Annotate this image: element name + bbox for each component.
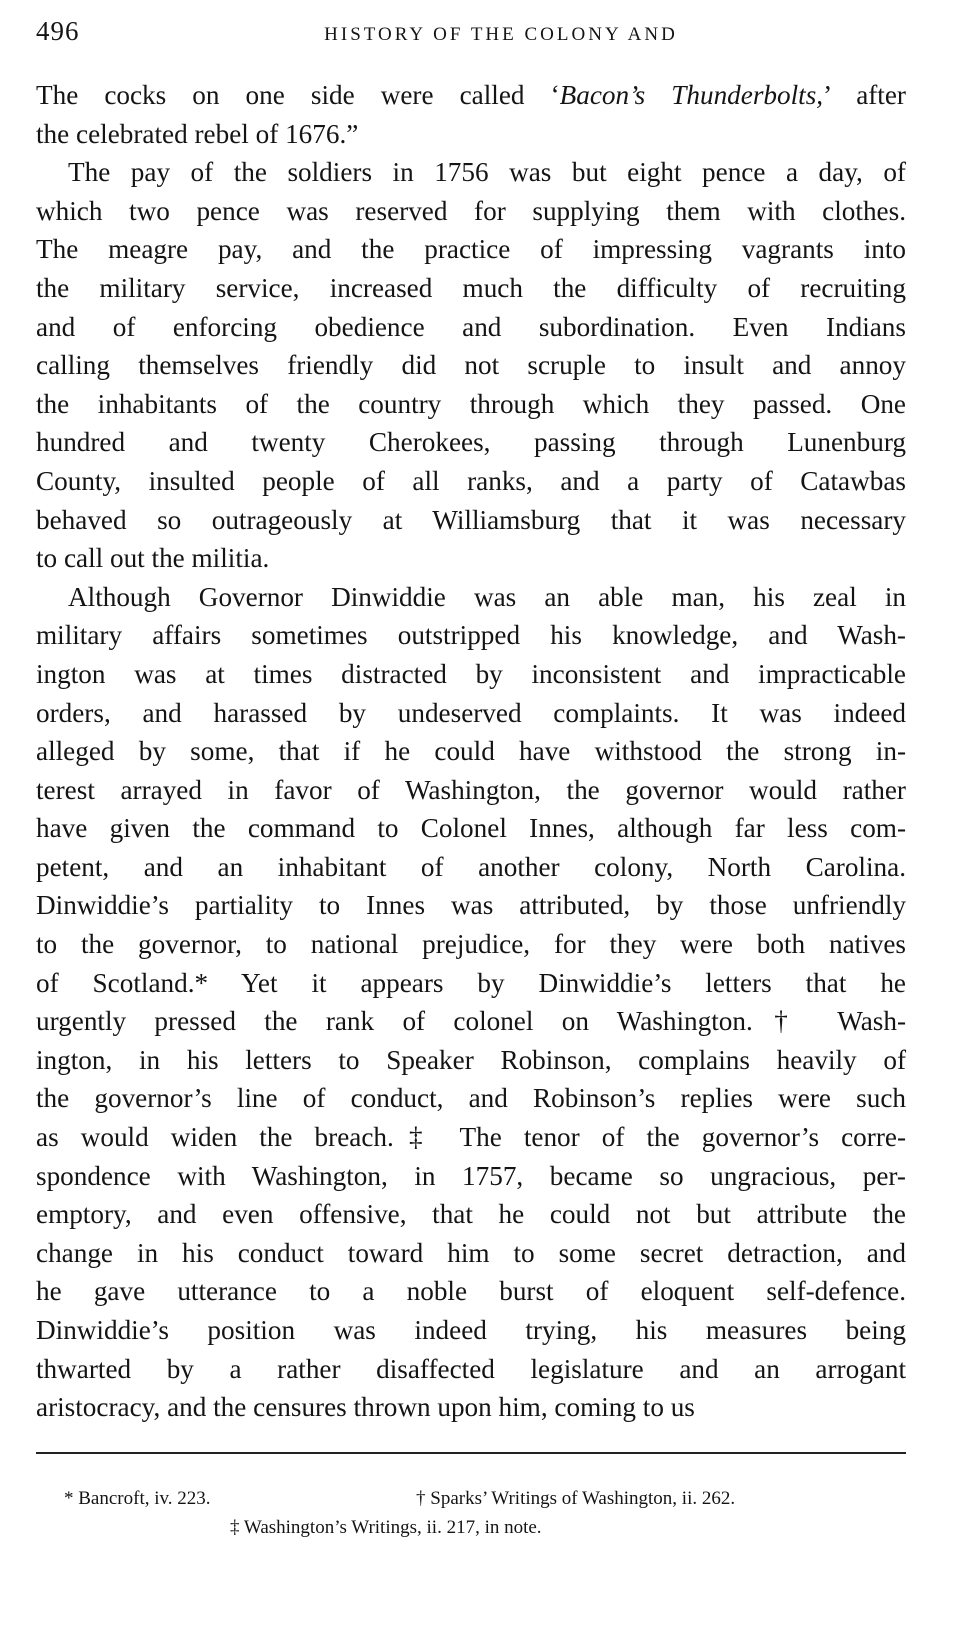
text-line: of Scotland.* Yet it appears by Dinwiddie’s letters that he	[36, 967, 906, 998]
text-line: County, insulted people of all ranks, and a party of Catawbas	[36, 465, 906, 496]
footnote-rule	[36, 1452, 906, 1454]
book-page	[36, 0, 906, 1630]
text-line: The cocks on one side were called ‘Bacon’s Thunderbolts,’ after	[36, 80, 906, 110]
text-line: The pay of the soldiers in 1756 was but eight pence a day, of	[68, 157, 906, 188]
footnotes	[36, 1484, 906, 1542]
page-header	[36, 8, 906, 52]
text-line: he gave utterance to a noble burst of eloquent self-defence.	[36, 1276, 906, 1307]
body-text	[36, 76, 906, 1427]
text-line: terest arrayed in favor of Washington, the governor would rather	[36, 774, 906, 805]
text-line: Dinwiddie’s partiality to Innes was attributed, by those unfriendly	[36, 890, 906, 921]
text-line: military affairs sometimes outstripped his knowledge, and Wash-	[36, 620, 906, 651]
footnote-row	[36, 1484, 906, 1513]
text-line: the inhabitants of the country through which they passed. One	[36, 388, 906, 419]
text-line: the governor’s line of conduct, and Robinson’s replies were such	[36, 1083, 906, 1114]
paragraph	[36, 153, 906, 578]
text-line: calling themselves friendly did not scruple to insult and annoy	[36, 350, 906, 381]
text-line: change in his conduct toward him to some secret detraction, and	[36, 1237, 906, 1268]
footnote-sparks: † Sparks’ Writings of Washington, ii. 262.	[416, 1488, 736, 1509]
text-line: alleged by some, that if he could have withstood the strong in-	[36, 736, 906, 767]
paragraph	[36, 578, 906, 1427]
running-head: HISTORY OF THE COLONY AND	[324, 24, 678, 45]
text-line: as would widen the breach.‡ The tenor of the governor’s corre-	[36, 1122, 906, 1153]
text-line: spondence with Washington, in 1757, became so ungracious, per-	[36, 1160, 906, 1191]
text-line: orders, and harassed by undeserved complaints. It was indeed	[36, 697, 906, 728]
text-line: ington was at times distracted by inconsistent and impracticable	[36, 658, 906, 689]
text-line: Although Governor Dinwiddie was an able man, his zeal in	[68, 581, 906, 612]
text-line: The meagre pay, and the practice of impressing vagrants into	[36, 234, 906, 265]
text-line: to the governor, to national prejudice, for they were both natives	[36, 929, 906, 960]
text-line: to call out the militia.	[36, 543, 270, 574]
text-line: have given the command to Colonel Innes, although far less com-	[36, 813, 906, 844]
text-line: the military service, increased much the difficulty of recruiting	[36, 272, 906, 303]
footnote-row	[36, 1513, 906, 1542]
text-line: which two pence was reserved for supplying them with clothes.	[36, 195, 906, 226]
text-line: thwarted by a rather disaffected legislature and an arrogant	[36, 1353, 906, 1384]
text-line: emptory, and even offensive, that he could not but attribute the	[36, 1199, 906, 1230]
text-line: urgently pressed the rank of colonel on Washington.† Wash-	[36, 1006, 906, 1037]
text-line: Dinwiddie’s position was indeed trying, his measures being	[36, 1315, 906, 1345]
text-line: aristocracy, and the censures thrown upon him, coming to us	[36, 1392, 695, 1423]
page-number: 496	[36, 16, 80, 46]
text-line: hundred and twenty Cherokees, passing through Lunenburg	[36, 427, 906, 458]
text-line: petent, and an inhabitant of another colony, North Carolina.	[36, 851, 906, 882]
text-line: the celebrated rebel of 1676.”	[36, 118, 359, 149]
text-line: and of enforcing obedience and subordination. Even Indians	[36, 311, 906, 342]
text-line: ington, in his letters to Speaker Robinson, complains heavily of	[36, 1044, 906, 1075]
footnote-bancroft: * Bancroft, iv. 223.	[64, 1488, 211, 1509]
paragraph	[36, 76, 906, 153]
text-line: behaved so outrageously at Williamsburg that it was necessary	[36, 504, 906, 535]
footnote-washington-writings: ‡ Washington’s Writings, ii. 217, in note.	[230, 1517, 542, 1538]
